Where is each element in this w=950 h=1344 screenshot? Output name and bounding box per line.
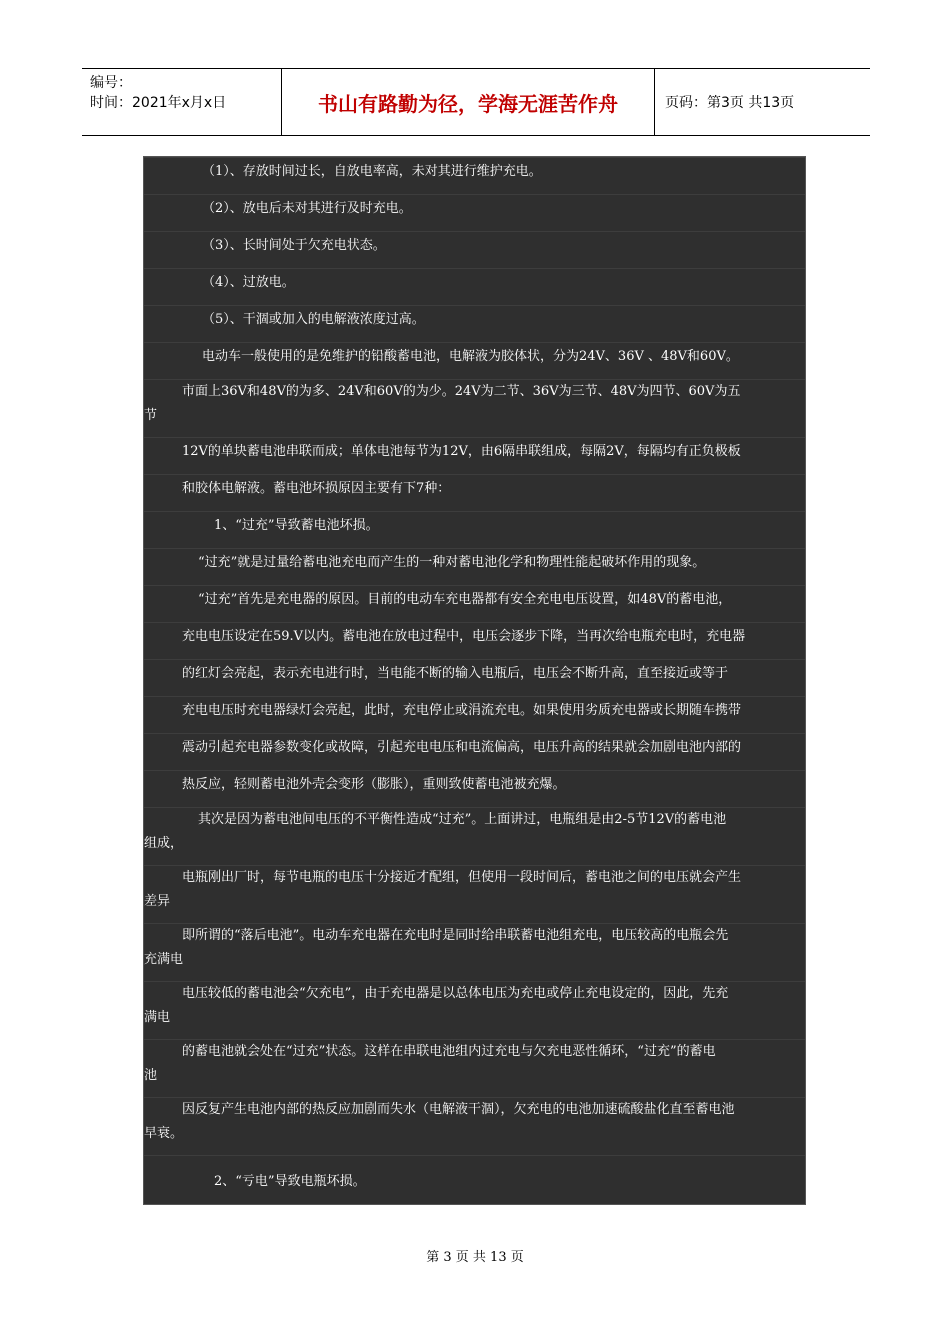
header-motto: 书山有路勤为径，学海无涯苦作舟	[282, 69, 655, 135]
text-line: 2、“亏电”导致电瓶坏损。	[144, 1155, 805, 1204]
text-line: 电瓶刚出厂时，每节电瓶的电压十分接近才配组，但使用一段时间后，蓄电池之间的电压就会产生 差异	[144, 865, 805, 923]
text-line: （3）、长时间处于欠充电状态。	[144, 231, 805, 268]
text-line: （5）、干涸或加入的电解液浓度过高。	[144, 305, 805, 342]
document-body	[143, 156, 806, 1205]
number-label: 编号：	[90, 75, 132, 91]
text-line: 市面上36V和48V的为多、24V和60V的为少。24V为二节、36V为三节、48V为四节、60V为五 节	[144, 379, 805, 437]
page-footer: 第 3 页 共 13 页	[426, 1250, 524, 1265]
text-line: 电压较低的蓄电池会“欠充电”，由于充电器是以总体电压为充电或停止充电设定的，因此，先充 满电	[144, 981, 805, 1039]
time-label: 时间：2021年x月x日	[90, 95, 227, 111]
text-line: 充电电压时充电器绿灯会亮起，此时，充电停止或涓流充电。如果使用劣质充电器或长期随车携带	[144, 696, 805, 733]
text-line: 的蓄电池就会处在“过充”状态。这样在串联电池组内过充电与欠充电恶性循环，“过充”的蓄电 池	[144, 1039, 805, 1097]
text-line: “过充”首先是充电器的原因。目前的电动车充电器都有安全充电电压设置，如48V的蓄电池，	[144, 585, 805, 622]
text-line: 1、“过充”导致蓄电池坏损。	[144, 511, 805, 548]
text-line: （2）、放电后未对其进行及时充电。	[144, 194, 805, 231]
header-page-label: 页码：第3页 共13页	[665, 95, 795, 111]
text-line: 电动车一般使用的是免维护的铅酸蓄电池，电解液为胶体状，分为24V、36V 、48V和60V。	[144, 342, 805, 379]
text-line: （1）、存放时间过长，自放电率高，未对其进行维护充电。	[144, 157, 805, 194]
text-line: 因反复产生电池内部的热反应加剧而失水（电解液干涸），欠充电的电池加速硫酸盐化直至蓄电池 早衰。	[144, 1097, 805, 1155]
text-line: 即所谓的“落后电池”。电动车充电器在充电时是同时给串联蓄电池组充电，电压较高的电瓶会先 充满电	[144, 923, 805, 981]
text-line: 震动引起充电器参数变化或故障，引起充电电压和电流偏高，电压升高的结果就会加剧电池内部的	[144, 733, 805, 770]
text-line: “过充”就是过量给蓄电池充电而产生的一种对蓄电池化学和物理性能起破坏作用的现象。	[144, 548, 805, 585]
text-line: （4）、过放电。	[144, 268, 805, 305]
text-line: 的红灯会亮起，表示充电进行时，当电能不断的输入电瓶后，电压会不断升高，直至接近或等于	[144, 659, 805, 696]
text-line: 其次是因为蓄电池间电压的不平衡性造成“过充”。上面讲过，电瓶组是由2-5节12V的蓄电池 组成，	[144, 807, 805, 865]
text-line: 和胶体电解液。蓄电池坏损原因主要有下7种：	[144, 474, 805, 511]
header-meta	[82, 69, 282, 135]
text-line: 充电电压设定在59.V以内。蓄电池在放电过程中，电压会逐步下降，当再次给电瓶充电时，充电器	[144, 622, 805, 659]
text-line: 热反应，轻则蓄电池外壳会变形（膨胀），重则致使蓄电池被充爆。	[144, 770, 805, 807]
text-line: 12V的单块蓄电池串联而成；单体电池每节为12V，由6隔串联组成，每隔2V，每隔均有正负极板	[144, 437, 805, 474]
page-header	[82, 68, 870, 136]
